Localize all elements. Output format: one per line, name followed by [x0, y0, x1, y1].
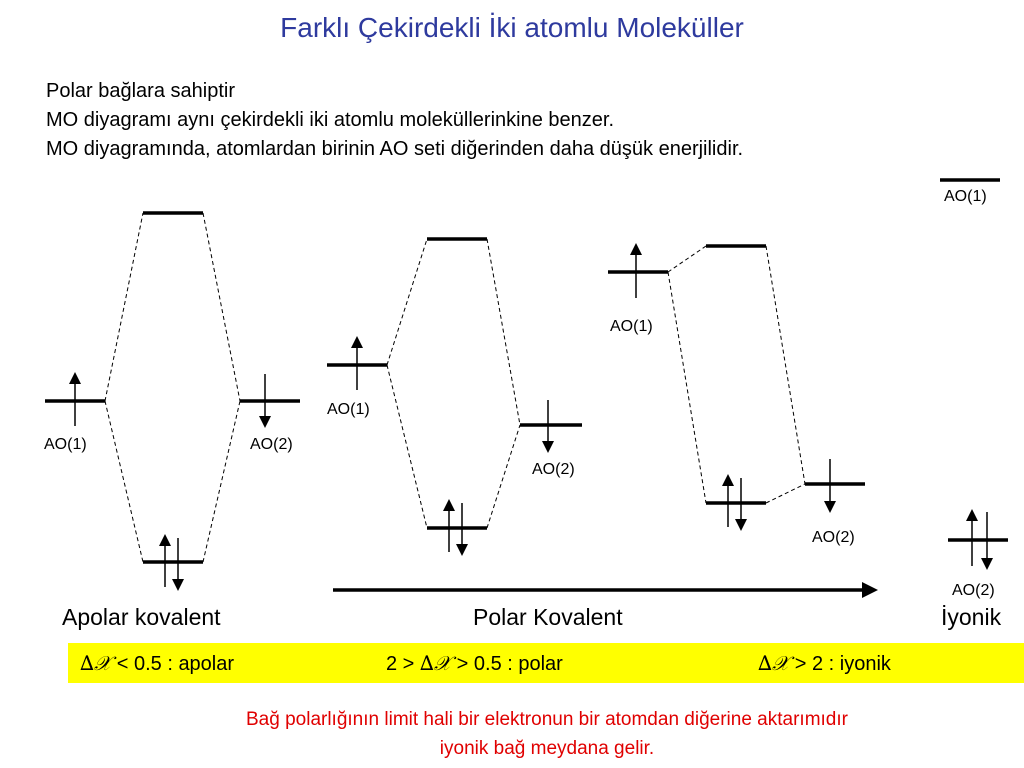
- criterion-polar-text: > 0.5 : polar: [451, 653, 563, 675]
- intro-line-1: Polar bağlara sahiptir: [46, 80, 235, 102]
- polar-correlation-lines: [387, 239, 520, 528]
- ionic-ao1-label: AO(1): [944, 188, 987, 205]
- polar2-correlation-lines: [668, 246, 805, 503]
- category-apolar: Apolar kovalent: [62, 604, 221, 630]
- apolar-correlation-lines: [105, 213, 240, 562]
- apolar-ao2-label: AO(2): [250, 436, 293, 453]
- page-title: Farklı Çekirdekli İki atomlu Moleküller: [280, 12, 744, 43]
- category-polar: Polar Kovalent: [473, 604, 623, 630]
- criterion-polar: [386, 651, 563, 676]
- polar2-ao2-label: AO(2): [812, 529, 855, 546]
- ionic-ao2-label: AO(2): [952, 582, 995, 599]
- polar2-diagram: [608, 246, 865, 527]
- criterion-apolar: [80, 651, 234, 676]
- category-ionic: İyonik: [941, 604, 1002, 630]
- ionic-diagram: [940, 180, 1008, 566]
- footnote: [0, 705, 1024, 763]
- polar-diagram: [327, 239, 582, 552]
- polar-ao1-label: AO(1): [327, 401, 370, 418]
- criteria-band: [68, 643, 1024, 683]
- footnote-line-2: iyonik bağ meydana gelir.: [439, 738, 655, 759]
- apolar-diagram: [45, 213, 300, 587]
- delta-chi-symbol: ∆𝒳: [419, 651, 452, 675]
- delta-chi-symbol: ∆𝒳: [80, 651, 112, 675]
- polar2-ao1-label: AO(1): [610, 318, 653, 335]
- footnote-line-1: Bağ polarlığının limit hali bir elektronun bir atomdan diğerine aktarımıdır: [246, 709, 848, 730]
- criterion-apolar-text: < 0.5 : apolar: [111, 653, 235, 675]
- apolar-ao1-label: AO(1): [44, 436, 87, 453]
- criterion-ionic: [758, 651, 891, 676]
- intro-line-3: MO diyagramında, atomlardan birinin AO seti diğerinden daha düşük enerjilidir.: [46, 138, 744, 160]
- criterion-ionic-text: > 2 : iyonik: [789, 653, 891, 675]
- delta-chi-symbol: ∆𝒳: [758, 651, 790, 675]
- polarity-arrowhead: [862, 582, 878, 598]
- polar-ao2-label: AO(2): [532, 461, 575, 478]
- criterion-polar-prefix: 2 >: [386, 653, 420, 675]
- intro-line-2: MO diyagramı aynı çekirdekli iki atomlu moleküllerinkine benzer.: [46, 109, 615, 131]
